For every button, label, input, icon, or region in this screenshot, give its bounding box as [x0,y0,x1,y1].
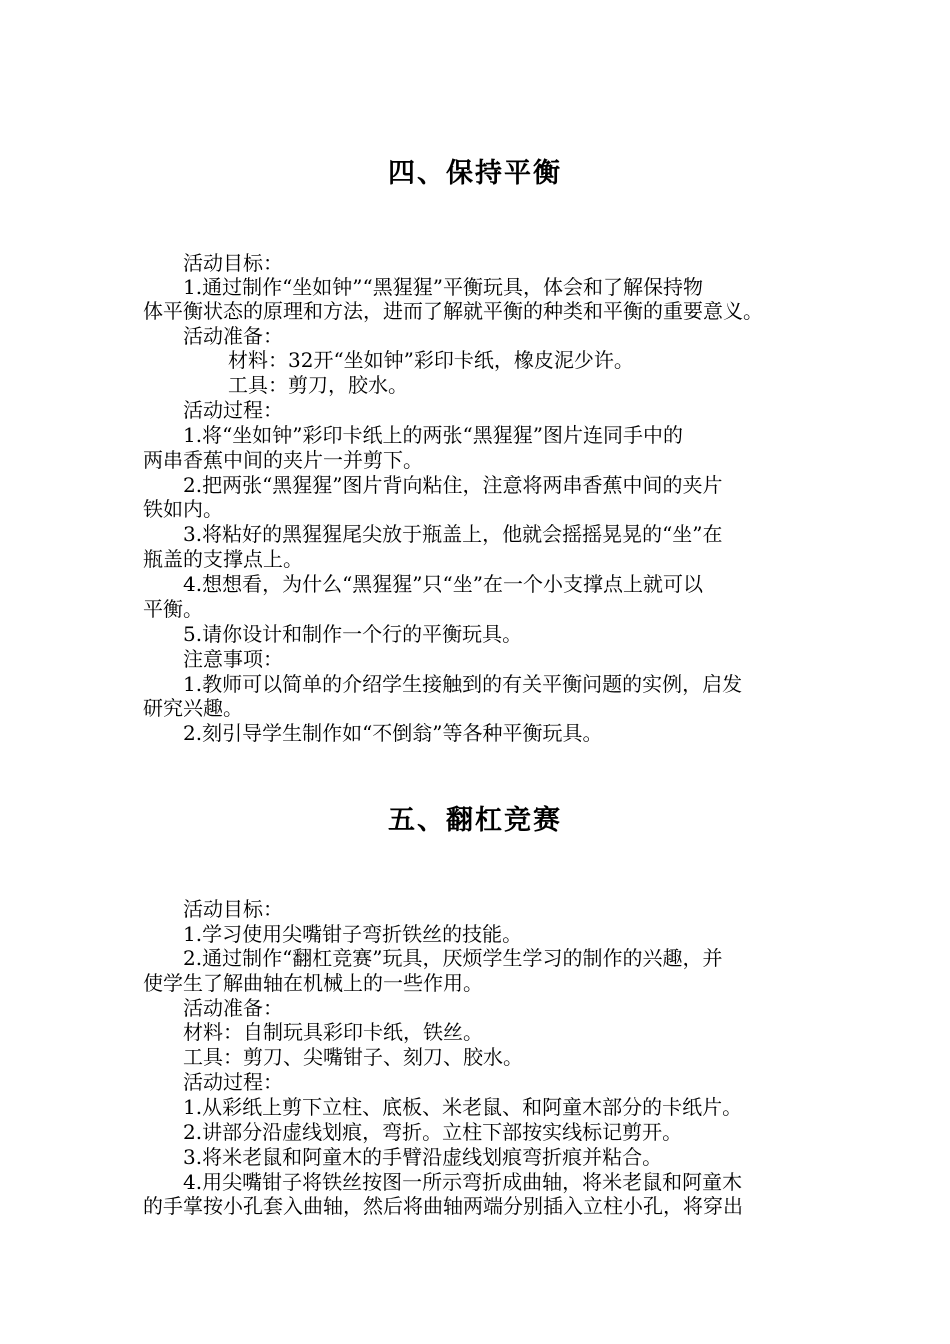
text-line: 1.教师可以简单的介绍学生接触到的有关平衡问题的实例，启发 [183,672,743,696]
text-line: 3.将粘好的黑猩猩尾尖放于瓶盖上，他就会摇摇晃晃的“坐”在 [183,522,723,546]
text-line: 4.想想看，为什么“黑猩猩”只“坐”在一个小支撑点上就可以 [183,572,703,596]
section-title-flip-bar: 五、翻杠竞赛 [388,805,562,836]
text-line: 平衡。 [143,597,203,621]
text-line: 材料：自制玩具彩印卡纸，铁丝。 [183,1020,483,1044]
section-title-balance: 四、保持平衡 [388,158,562,189]
text-line: 铁如内。 [143,497,223,521]
text-line: 1.学习使用尖嘴钳子弯折铁丝的技能。 [183,922,523,946]
text-line: 瓶盖的支撑点上。 [143,547,303,571]
text-line: 2.讲部分沿虚线划痕，弯折。立柱下部按实线标记剪开。 [183,1120,683,1144]
text-line: 研究兴趣。 [143,696,243,720]
text-line: 3.将米老鼠和阿童木的手臂沿虚线划痕弯折痕并粘合。 [183,1145,663,1169]
section-label-process: 活动过程： [183,1070,283,1094]
section-label-goal: 活动目标： [183,897,283,921]
text-line: 2.刻引导学生制作如“不倒翁”等各种平衡玩具。 [183,721,603,745]
section-label-prep: 活动准备： [183,996,283,1020]
section-label-goal: 活动目标： [183,251,283,275]
text-line: 1.从彩纸上剪下立柱、底板、米老鼠、和阿童木部分的卡纸片。 [183,1095,743,1119]
text-line: 的手掌按小孔套入曲轴，然后将曲轴两端分别插入立柱小孔，将穿出 [143,1194,743,1218]
text-line: 2.通过制作“翻杠竞赛”玩具，厌烦学生学习的制作的兴趣，并 [183,946,723,970]
text-line: 4.用尖嘴钳子将铁丝按图一所示弯折成曲轴，将米老鼠和阿童木 [183,1170,743,1194]
section-label-process: 活动过程： [183,398,283,422]
text-line: 2.把两张“黑猩猩”图片背向粘住，注意将两串香蕉中间的夹片 [183,473,723,497]
section-label-notes: 注意事项： [183,647,283,671]
text-line: 1.通过制作“坐如钟”“黑猩猩”平衡玩具，体会和了解保持物 [183,275,703,299]
section-label-prep: 活动准备： [183,324,283,348]
text-line: 材料：32开“坐如钟”彩印卡纸，橡皮泥少许。 [228,348,634,372]
text-line: 两串香蕉中间的夹片一并剪下。 [143,448,423,472]
text-line: 体平衡状态的原理和方法，进而了解就平衡的种类和平衡的重要意义。 [143,299,763,323]
text-line: 使学生了解曲轴在机械上的一些作用。 [143,971,483,995]
text-line: 1.将“坐如钟”彩印卡纸上的两张“黑猩猩”图片连同手中的 [183,423,683,447]
text-line: 工具：剪刀，胶水。 [228,373,408,397]
text-line: 工具：剪刀、尖嘴钳子、刻刀、胶水。 [183,1045,523,1069]
text-line: 5.请你设计和制作一个行的平衡玩具。 [183,622,523,646]
